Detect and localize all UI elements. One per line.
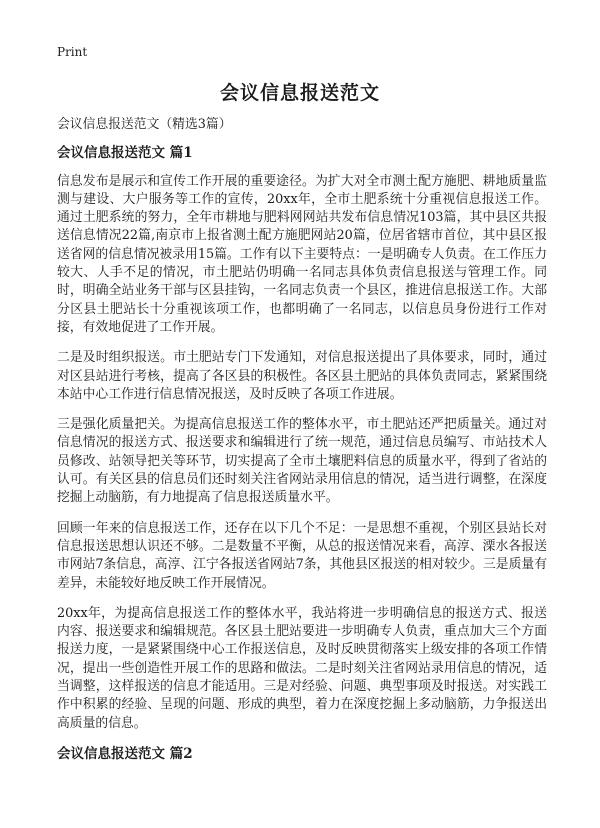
paragraph-2: 二是及时组织报送。市土肥站专门下发通知，对信息报送提出了具体要求，同时，通过对区县站进行考核，提高了各区县的积极性。各区县土肥站的具体负责同志，紧紧围绕本站中心工作进行信息情况报送，及时反映了各项工作进展。 [57,350,547,402]
paragraph-5: 20xx年，为提高信息报送工作的整体水平，我站将进一步明确信息的报送方式、报送内容、报送要求和编辑规范。各区县土肥站要进一步明确专人负责，重点加大三个方面报送力度，一是紧紧围绕中心工作报送信息，及时反映贯彻落实上级安排的各项工作情况，提出一些创造性开展工作的思路和做法。二是时刻关注省网站录用信息的情况，适当调整，这样报送的信息才能适用。三是对经验、问题、典型事项及时报送。对实践工作中积累的经验、呈现的问题、形成的典型，着力在深度挖掘上多动脑筋，力争报送出高质量的信息。 [57,605,547,731]
section-heading-1: 会议信息报送范文 篇1 [57,145,193,162]
paragraph-1: 信息发布是展示和宣传工作开展的重要途径。为扩大对全市测土配方施肥、耕地质量监测与建设、大户服务等工作的宣传，20xx年，全市土肥系统十分重视信息报送工作。通过土肥系统的努力，全年市耕地与肥料网网站共发布信息情况103篇，其中县区共报送信息情况22篇,南京市上报省测土配方施肥网站20篇，位居省辖市首位，其中县区报送省网的信息情况被录用15篇。工作有以下主要特点：一是明确专人负责。在工作压力较大、人手不足的情况，市土肥站仍明确一名同志具体负责信息报送与管理工作。同时，明确全站业务干部与区县挂钩，一名同志负责一个县区，推进信息报送工作。大部分区县土肥站长十分重视该项工作，也都明确了一名同志，以信息员身份进行工作对接，有效地促进了工作开展。 [57,173,547,335]
paragraph-3: 三是强化质量把关。为提高信息报送工作的整体水平，市土肥站还严把质量关。通过对信息情况的报送方式、报送要求和编辑进行了统一规范，通过信息员编写、市站技术人员修改、站领导把关等环节，切实提高了全市土壤肥料信息的质量水平，得到了省站的认可。有关区县的信息员们还时刻关注省网站录用信息的情况，适当进行调整，在深度挖掘上动脑筋，有力地提高了信息报送质量水平。 [57,417,547,506]
page-title: 会议信息报送范文 [219,82,380,104]
paragraph-4: 回顾一年来的信息报送工作，还存在以下几个不足：一是思想不重视，个别区县站长对信息报送思想认识还不够。二是数量不平衡，从总的报送情况来看，高淳、溧水各报送市网站7条信息，高淳、江宁各报送省网站7条，其他县区报送的相对较少。三是质量有差异，未能较好地反映工作开展情况。 [57,520,547,591]
document-subtitle: 会议信息报送范文（精选3篇） [57,117,232,132]
section-heading-2: 会议信息报送范文 篇2 [57,745,193,762]
document-body [57,116,547,773]
print-link[interactable]: Print [57,45,88,59]
